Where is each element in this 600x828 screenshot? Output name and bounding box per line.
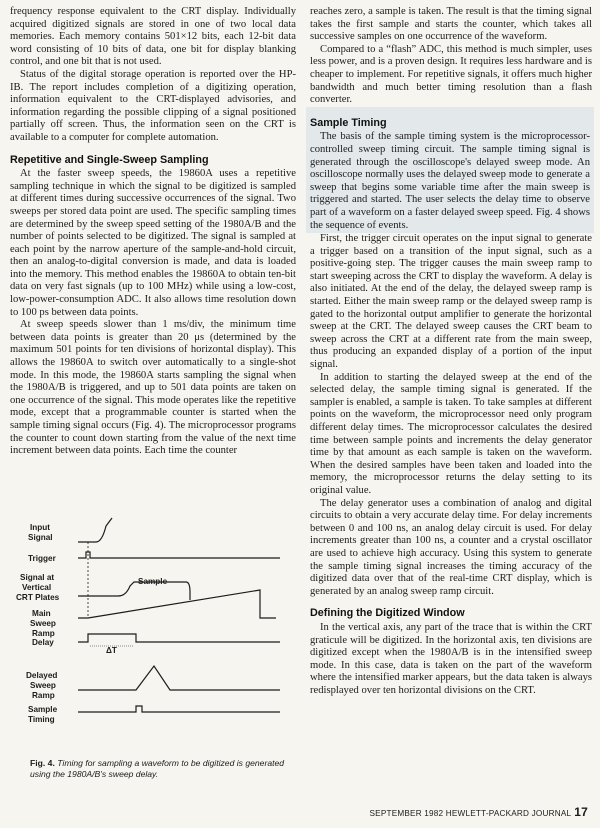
paragraph: In addition to starting the delayed sweep at the end of the selected delay, the sample timing signal is generated. If the sampler is enabled, a sample is taken. To take samples at different points on the waveform, the microprocessor need only program different delay times. The microprocessor calculates the desired time between sample points and increments the delay generator time by that amount as each sample is taken on the waveform. When the desired samples have been taken and loaded into the memory, the microprocessor returns the delay setting to its original value. bbox=[310, 371, 592, 496]
paragraph: reaches zero, a sample is taken. The result is that the timing signal takes the first sample and starts the counter, which takes all successive samples on one occurrence of the waveform. bbox=[310, 6, 592, 43]
label-signal-at-plates: Signal at Vertical CRT Plates bbox=[16, 573, 60, 602]
label-delayed-sweep: Delayed Sweep Ramp bbox=[26, 671, 58, 700]
main-sweep-ramp bbox=[78, 590, 276, 618]
label-main-sweep: Main Sweep Ramp bbox=[30, 609, 56, 638]
paragraph: First, the trigger circuit operates on the input signal to generate a trigger based on a transition of the input signal, such as a positive-going step. The trigger causes the main sweep ramp to start sweeping across the CRT to display the waveform. A delay is also initiated. At the end of the delay, the delayed sweep ramp is started. Either the main sweep ramp or the delayed sweep ramp is gated to the horizontal output amplifier to generate the horizontal sweep at the CRT. The delayed sweep causes the CRT beam to sweep across the CRT at a different rate from the main sweep, thus producing an expanded display of a portion of the input signal. bbox=[310, 233, 592, 371]
sample-timing-trace bbox=[78, 706, 280, 712]
input-signal-trace bbox=[78, 518, 112, 542]
paragraph: At sweep speeds slower than 1 ms/div, the minimum time between data points is greater than 20 μs (determined by the maximum 501 points for ten divisions of horizontal display). This allows the 19860A to switch over automatically to a single-shot mode. In this mode, the 19860A starts sampling the signal when the 1980A/B is triggered, and up to 501 data points are taken on one occurrence of the signal. This mode operates like the repetitive mode, except that a programmable counter is started when the sample timing signal occurs (Fig. 4). The microprocessor programs the counter to count down starting from the value of the next time increment between data points. Each time the counter bbox=[10, 319, 296, 457]
paragraph: Compared to a “flash” ADC, this method is much simpler, uses less power, and is a proven design. It requires less hardware and is cheaper to implement. For repetitive signals, it offers much higher bandwidth and much better timing resolution than a flash converter. bbox=[310, 43, 592, 106]
label-delta-t: ΔT bbox=[106, 646, 117, 655]
plates-signal-trace bbox=[78, 582, 190, 600]
page-footer bbox=[370, 805, 588, 819]
highlighted-section bbox=[306, 107, 594, 233]
section-heading-digitized-window: Defining the Digitized Window bbox=[310, 607, 465, 620]
paragraph: The basis of the sample timing system is the microprocessor-controlled sweep timing circuit. The sample timing signal is generated through the oscilloscope's delayed sweep mode. An oscilloscope normally uses the delayed sweep mode to generate a sweep that begins some variable time after the main sweep is triggered and started. The user selects the delay time to observe part of a waveform on a faster delayed sweep speed. Fig. 4 shows the sequence of events. bbox=[310, 131, 590, 231]
trigger-trace bbox=[78, 552, 280, 558]
paragraph: Status of the digital storage operation is reported over the HP-IB. The report includes completion of a digitizing operation, information equivalent to the CRT-displayed advisories, and information regarding the possible clipping of a signal positioned partially off screen. Thus, the information seen on the CRT is available to a computer for complete automation. bbox=[10, 68, 296, 143]
label-delay: Delay bbox=[32, 638, 54, 647]
journal-name: SEPTEMBER 1982 HEWLETT-PACKARD JOURNAL bbox=[369, 809, 572, 818]
section-heading-sample-timing: Sample Timing bbox=[310, 116, 387, 129]
label-sample: Sample bbox=[138, 577, 168, 586]
paragraph: At the faster sweep speeds, the 19860A uses a repetitive sampling technique in which the signal to be digitized is sampled at different times during successive occurrences of the signal. Two sweeps per stored data point are used. The specific sampling times are determined by the sweep speed setting of the 1980A/B and the number of points selected to be digitized. The signal is sampled at each point by the narrow aperture of the sample-and-hold circuit, then an analog-to-digital conversion is made, and data is loaded into the memory. This method enables the 19860A to obtain ten-bit data on very fast signals (up to 100 MHz) while using a low-cost, low-power-consumption ADC. It also allows time resolution down to 100 ps between data points. bbox=[10, 168, 296, 318]
label-sample-timing: Sample Timing bbox=[28, 705, 58, 724]
paragraph: frequency response equivalent to the CRT display. Individually acquired digitized signals are stored in one of two local data memories. Each memory contains 501×12 bits, each 12-bit data word consisting of 10 bits of data, one bit for display blanking control, and one bit that is not used. bbox=[10, 6, 296, 68]
delay-trace bbox=[78, 634, 280, 642]
label-input-signal: Input Signal bbox=[28, 523, 53, 542]
left-column bbox=[10, 6, 296, 458]
figure-number: Fig. 4. bbox=[30, 758, 55, 768]
figure-4 bbox=[10, 516, 296, 780]
section-heading-repetitive-sampling: Repetitive and Single-Sweep Sampling bbox=[10, 153, 209, 166]
timing-diagram bbox=[10, 516, 296, 754]
right-column bbox=[310, 6, 592, 697]
delayed-sweep-ramp bbox=[78, 666, 280, 690]
figure-caption: Fig. 4. Timing for sampling a waveform to be digitized is generated using the 1980A/B's sweep delay. bbox=[30, 758, 285, 779]
paragraph: The delay generator uses a combination of analog and digital circuits to obtain a very accurate delay time. For delay increments between 0 and 100 ns, an analog delay circuit is used. For delay increments greater than 100 ns, a counter and a crystal oscillator are used to achieve high accuracy. Using this system to generate the sample timing signal increases the timing accuracy of the digitized data over that of the real-time CRT display, which is generated by an analog sweep ramp circuit. bbox=[310, 497, 592, 597]
paragraph: In the vertical axis, any part of the trace that is within the CRT graticule will be digitized. In the horizontal axis, ten divisions are digitized except when the 1980A/B is in the intensified sweep mode. In this case, data is taken on the part of the waveform where the intensified marker appears, but the data taken is always redisplayed over ten horizontal divisions on the CRT. bbox=[310, 621, 592, 696]
label-trigger: Trigger bbox=[28, 554, 56, 563]
page-number: 17 bbox=[574, 805, 588, 819]
